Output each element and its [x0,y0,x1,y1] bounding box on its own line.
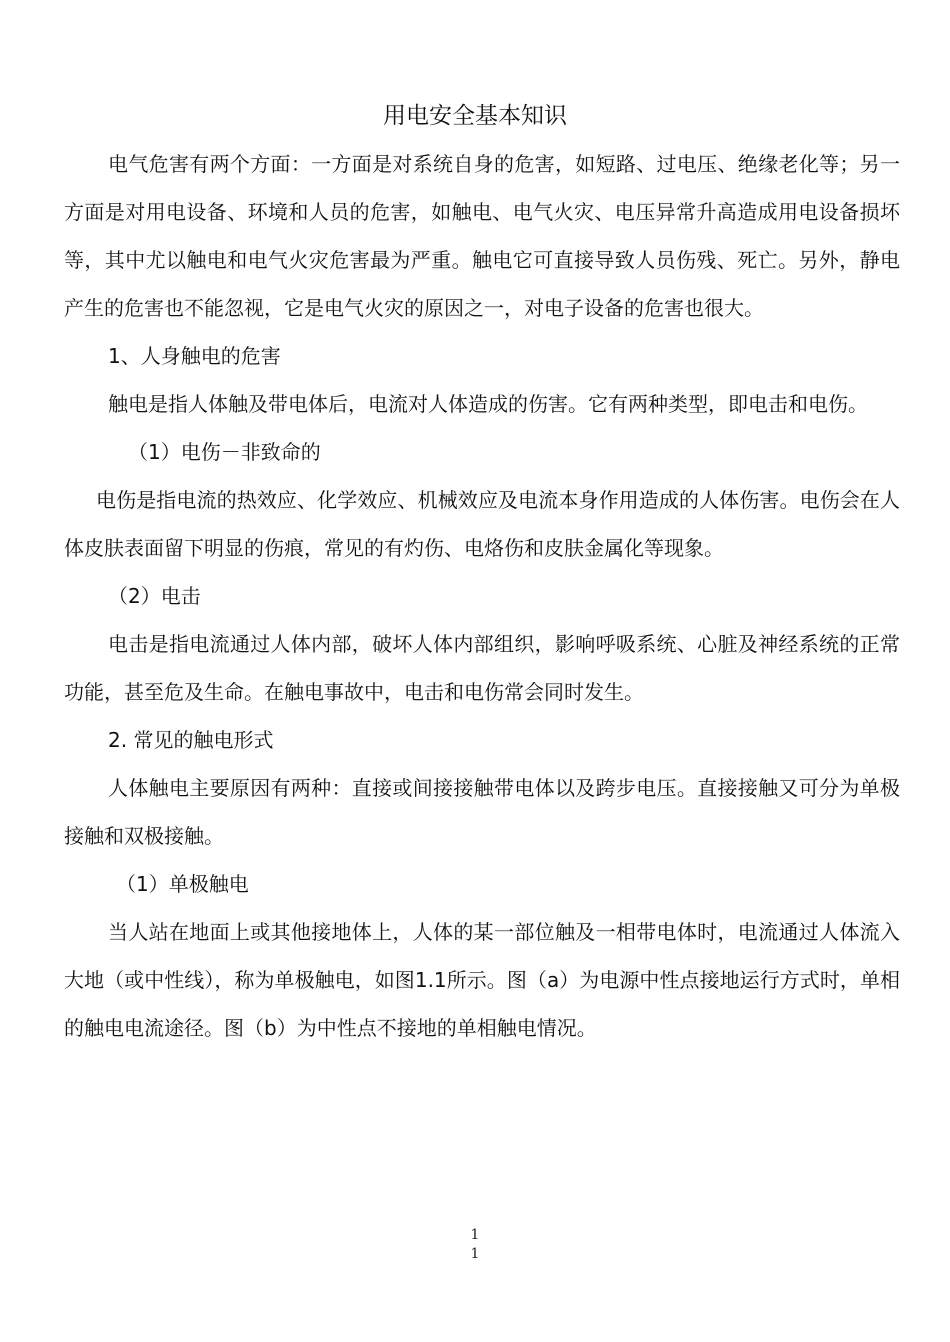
subsection-heading-electric-injury: （1）电伤－非致命的 [128,440,321,464]
paragraph-single-pole: 当人站在地面上或其他接地体上，人体的某一部位触及一相带电体时，电流通过人体流入大地（或中性线），称为单极触电，如图1.1所示。图（a）为电源中性点接地运行方式时，单相的触电电流途径。图（b）为中性点不接地的单相触电情况。 [64,920,900,1040]
subsection-heading-single-pole: （1）单极触电 [116,872,249,896]
paragraph-electric-shock: 电击是指电流通过人体内部，破坏人体内部组织，影响呼吸系统、心脏及神经系统的正常功能，甚至危及生命。在触电事故中，电击和电伤常会同时发生。 [64,632,900,704]
section-heading-2: 2. 常见的触电形式 [108,728,274,752]
page-number-repeat: 1 [470,1246,480,1262]
paragraph-shock-causes: 人体触电主要原因有两种：直接或间接接触带电体以及跨步电压。直接接触又可分为单极接触和双极接触。 [64,776,900,848]
subsection-heading-electric-shock: （2）电击 [108,584,201,608]
paragraph-electric-shock-definition: 触电是指人体触及带电体后，电流对人体造成的伤害。它有两种类型，即电击和电伤。 [108,392,868,416]
paragraph-electric-injury: 电伤是指电流的热效应、化学效应、机械效应及电流本身作用造成的人体伤害。电伤会在人体皮肤表面留下明显的伤痕，常见的有灼伤、电烙伤和皮肤金属化等现象。 [64,488,900,560]
page-number: 1 [470,1227,480,1243]
section-heading-1: 1、人身触电的危害 [108,344,281,368]
document-title: 用电安全基本知识 [383,103,567,129]
document-body [64,140,900,1052]
paragraph-intro: 电气危害有两个方面：一方面是对系统自身的危害，如短路、过电压、绝缘老化等；另一方面是对用电设备、环境和人员的危害，如触电、电气火灾、电压异常升高造成用电设备损坏等，其中尤以触电和电气火灾危害最为严重。触电它可直接导致人员伤残、死亡。另外，静电产生的危害也不能忽视，它是电气火灾的原因之一，对电子设备的危害也很大。 [64,152,900,320]
